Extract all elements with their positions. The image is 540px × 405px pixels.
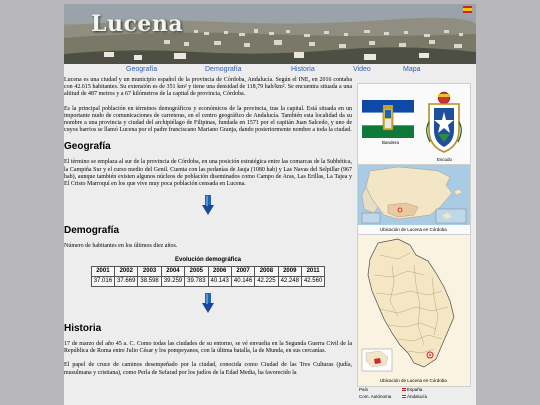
cordoba-map-box — [357, 234, 471, 387]
nav-link-demografia[interactable]: Demografía — [205, 66, 242, 73]
top-navigation — [64, 65, 476, 77]
lucena-flag-image[interactable] — [362, 100, 414, 138]
intro-paragraph-1: Lucena es una ciudad y un municipio español de la provincia de Córdoba, Andalucía. Según el INE, en 2016 contaba con 42.615 habitantes. Su extensión es de 351 km² y tiene una densidad de 118,79 hab/km². Se encuentra situada a una altitud de 487 metros y a 67 kilómetros de la capital de provincia, Córdoba. — [64, 77, 352, 98]
geografia-paragraph: El término se emplaza al sur de la provincia de Córdoba, en una posición estratégica entre las comarcas de la Subbética, la Campiña Sur y el curso medio del Genil. Cuenta con las pedanías de Jauja (1080 hab) y Las Navas del Selpillar (967 hab), aunque también existen algunos núcleos de población diseminados como Campo de Aras, Las Erillas, La Tajea y El Cristo Marroquí en los que vive muy poca población censada en Lucena. — [64, 159, 352, 188]
historia-paragraph-1: 17 de marzo del año 45 a. C. Como todas las ciudades de su entorno, se vé envuelta en la Segunda Guerra Civil de la República de Roma entre Julio César y los pompeyanos, con la última batalla, la de Munda, en sus cercanías. — [64, 341, 352, 355]
table-header-cell: 2005 — [185, 266, 208, 276]
info-value: Andalucía — [407, 394, 428, 399]
info-row-pais — [357, 386, 469, 393]
table-header-cell: 2006 — [208, 266, 231, 276]
table-row — [91, 276, 325, 286]
table-cell: 40.143 — [208, 276, 231, 286]
shield-caption: Escudo — [437, 157, 453, 162]
historia-paragraph-2: El papel de cruce de caminos desempeñado por la ciudad, conocida como Ciudad de las Tres Culturas (judía, musulmana y cristiana), como Perla de Sefarad por los judíos de la Edad Media, ha favorecido la — [64, 362, 352, 376]
cordoba-location-map[interactable] — [358, 235, 470, 375]
population-table-block — [64, 257, 352, 287]
table-cell: 38.598 — [138, 276, 161, 286]
flag-caption: Bandera — [382, 140, 400, 145]
section-heading-demografia: Demografía — [64, 225, 120, 237]
arrow-down-icon[interactable] — [202, 293, 214, 313]
symbols-box — [357, 83, 471, 165]
andalucia-flag-icon — [402, 395, 406, 398]
table-cell: 40.146 — [231, 276, 254, 286]
map2-caption: Ubicación de Lucena en Córdoba — [380, 378, 447, 383]
page-container — [64, 4, 476, 405]
spain-flag-icon[interactable] — [463, 6, 472, 13]
intro-paragraph-2: Es la principal población en términos demográficos y económicos de la provincia, tras la capital. Está situada en un importante nudo de comunicaciones de carreteras, en el centro geográfico de Andalucía. También esta localidad da su nombre a una provincia y ciudad del archipiélago de Filipinas, fundada en 1571 por el capitán Juan Salcedo, y uno de cuyos barrios se llamó Lucena por el padre franciscano Mariano Granja, dando posteriormente nombre a toda la ciudad. — [64, 105, 352, 134]
map1-caption: Ubicación de Lucena en Córdoba — [380, 227, 447, 232]
nav-link-historia[interactable]: Historia — [291, 66, 315, 73]
nav-link-video[interactable]: Video — [353, 66, 371, 73]
table-header-cell: 2003 — [138, 266, 161, 276]
header-banner — [64, 4, 476, 64]
section-divider — [64, 293, 352, 317]
nav-link-mapa[interactable]: Mapa — [403, 66, 421, 73]
section-heading-geografia: Geografía — [64, 141, 111, 153]
info-row-comunidad — [357, 393, 469, 400]
nav-link-geografia[interactable]: Geografía — [126, 66, 158, 73]
section-divider — [64, 195, 352, 219]
main-content — [64, 77, 352, 384]
info-value: España — [407, 387, 423, 392]
table-header-cell: 2004 — [161, 266, 184, 276]
spain-location-map[interactable] — [358, 165, 470, 225]
table-header-cell: 2009 — [278, 266, 301, 276]
population-table — [91, 266, 326, 287]
section-heading-historia: Historia — [64, 323, 102, 335]
table-header-cell: 2001 — [91, 266, 114, 276]
table-header-cell: 2008 — [255, 266, 278, 276]
table-cell: 42.560 — [301, 276, 324, 286]
arrow-down-icon[interactable] — [202, 195, 214, 215]
table-cell: 42.248 — [278, 276, 301, 286]
table-header-row — [91, 266, 325, 276]
info-table — [357, 386, 469, 400]
table-cell: 37.669 — [115, 276, 138, 286]
table-cell: 37.016 — [91, 276, 114, 286]
coat-of-arms-image[interactable] — [424, 90, 464, 156]
table-cell: 42.225 — [255, 276, 278, 286]
table-caption: Evolución demográfica — [174, 257, 241, 264]
table-cell: 39.783 — [185, 276, 208, 286]
table-cell: 39.259 — [161, 276, 184, 286]
table-header-cell: 2007 — [231, 266, 254, 276]
spain-map-box — [357, 164, 471, 235]
spain-flag-icon — [402, 388, 406, 391]
demografia-paragraph: Número de habitantes en los últimos diez años. — [64, 243, 178, 250]
table-header-cell: 2002 — [115, 266, 138, 276]
site-title: Lucena — [91, 11, 184, 37]
table-header-cell: 2011 — [301, 266, 324, 276]
info-key: Com. Autónoma — [359, 394, 392, 399]
info-key: País — [359, 387, 369, 392]
